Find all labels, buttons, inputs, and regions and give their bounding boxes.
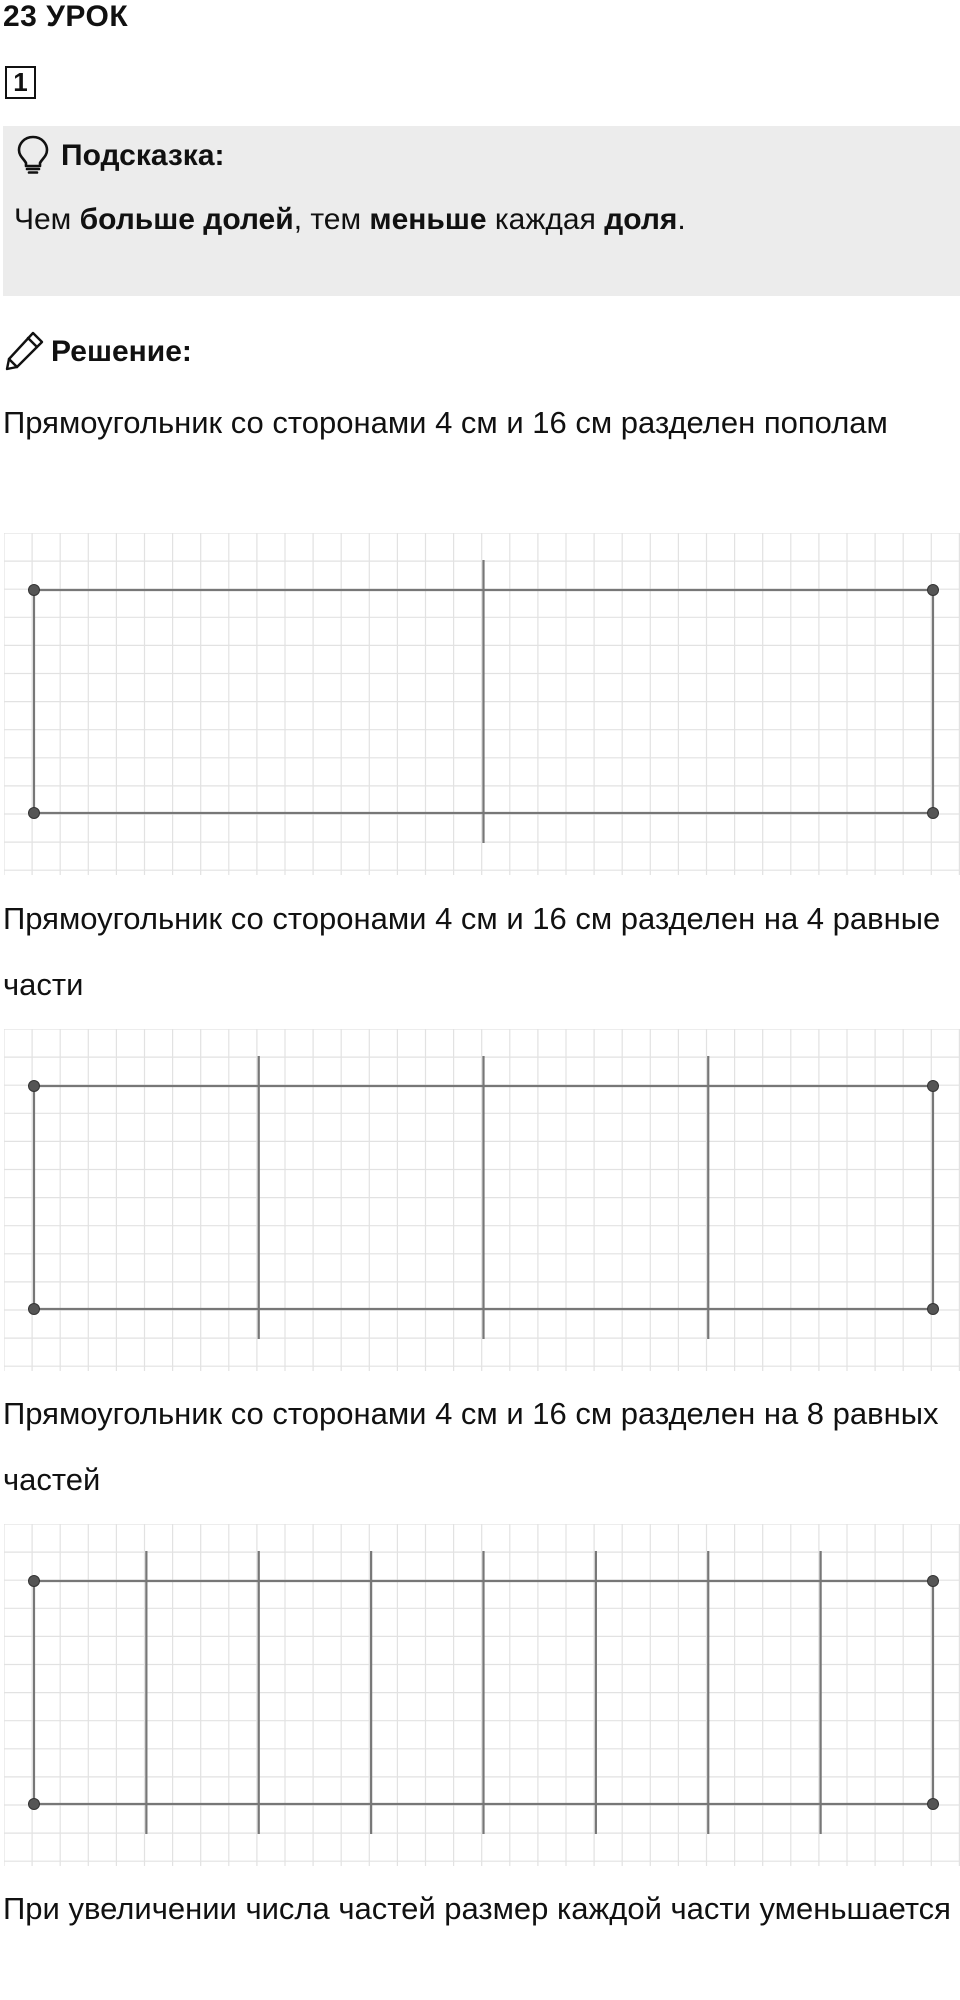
- hint-text-bold: меньше: [369, 203, 487, 236]
- hint-title: Подсказка:: [61, 139, 225, 172]
- conclusion-text: При увеличении числа частей размер каждой части уменьшается: [3, 1891, 951, 1926]
- solution-title: Решение:: [51, 335, 192, 368]
- corner-point: [29, 1576, 40, 1587]
- hint-text-bold: доля: [604, 203, 678, 236]
- grid-lines: [4, 533, 960, 875]
- section-1-text: Прямоугольник со сторонами 4 см и 16 см разделен пополам: [3, 405, 888, 440]
- hint-text-part: Чем: [14, 203, 80, 236]
- corner-point: [928, 1081, 939, 1092]
- hint-text-part: , тем: [293, 203, 370, 236]
- corner-point: [29, 1304, 40, 1315]
- lightbulb-icon: [15, 134, 51, 179]
- corner-point: [29, 585, 40, 596]
- section-2-text: Прямоугольник со сторонами 4 см и 16 см разделен на 4 равные части: [3, 901, 941, 1002]
- section-3-text: Прямоугольник со сторонами 4 см и 16 см разделен на 8 равных частей: [3, 1396, 939, 1497]
- corner-point: [928, 1304, 939, 1315]
- pencil-icon: [3, 328, 47, 377]
- figure-quarters: [4, 1029, 960, 1371]
- hint-text-part: .: [677, 203, 686, 236]
- figure-eighths: [4, 1524, 960, 1866]
- task-number: 1: [5, 66, 36, 99]
- hint-text-part: каждая: [486, 203, 605, 236]
- grid-lines: [4, 1029, 960, 1371]
- corner-point: [928, 1576, 939, 1587]
- solution-header: [3, 330, 192, 374]
- corner-point: [928, 1799, 939, 1810]
- corner-point: [928, 808, 939, 819]
- hint-header: [15, 136, 225, 176]
- corner-point: [29, 808, 40, 819]
- figure-halves: [4, 533, 960, 875]
- hint-text-bold: больше долей: [79, 203, 294, 236]
- corner-point: [29, 1081, 40, 1092]
- lesson-title: 23 УРОК: [3, 0, 129, 33]
- corner-point: [928, 585, 939, 596]
- corner-point: [29, 1799, 40, 1810]
- hint-text: [14, 200, 686, 240]
- hint-box: [3, 126, 960, 296]
